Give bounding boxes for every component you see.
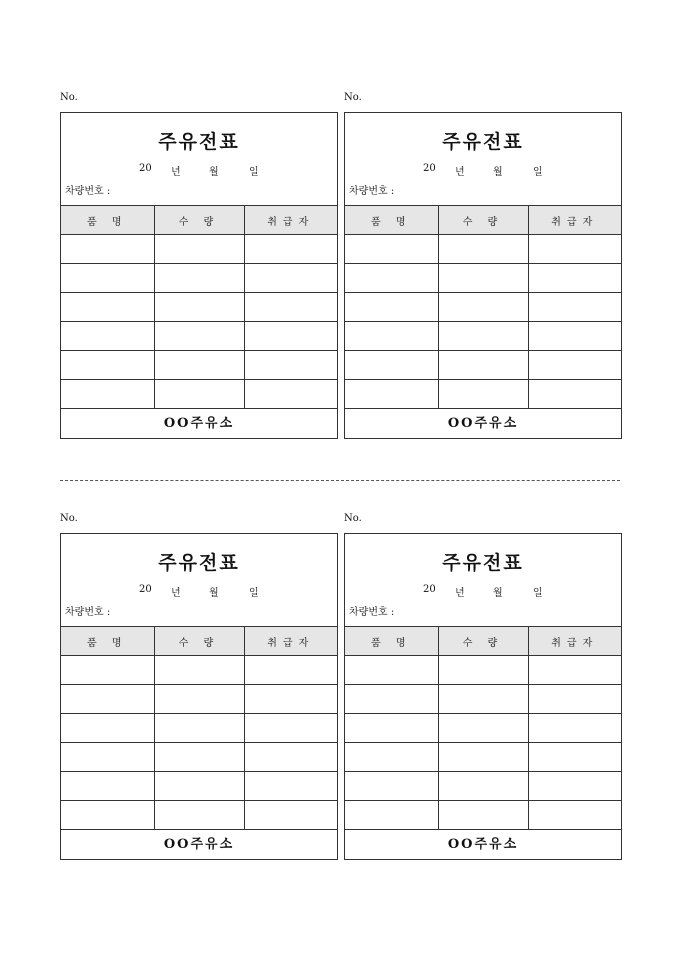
table-cell[interactable] [244,801,337,830]
table-cell[interactable] [438,322,528,351]
table-cell[interactable] [154,743,244,772]
date-month-unit: 월 [209,167,219,178]
table-cell[interactable] [61,380,154,409]
date-year-unit: 년 [455,588,465,599]
table-cell[interactable] [528,656,621,685]
table-cell[interactable] [438,293,528,322]
table-cell[interactable] [528,235,621,264]
table-row [345,801,621,830]
table-cell[interactable] [528,743,621,772]
slip-number-label: No. [344,92,362,103]
column-header-handler: 취급자 [528,627,621,656]
table-row [345,685,621,714]
table-cell[interactable] [61,235,154,264]
slip-number-label: No. [60,92,78,103]
fuel-slip [60,92,338,439]
table-cell[interactable] [61,656,154,685]
table-cell[interactable] [345,772,438,801]
slip-date [61,159,337,185]
table-cell[interactable] [528,772,621,801]
table-cell[interactable] [438,351,528,380]
date-year-unit: 년 [171,167,181,178]
table-row [345,351,621,380]
table-cell[interactable] [61,264,154,293]
table-cell[interactable] [244,656,337,685]
slip-box [60,112,338,439]
date-month-unit: 월 [209,588,219,599]
table-row [345,714,621,743]
table-cell[interactable] [61,685,154,714]
table-cell[interactable] [61,801,154,830]
column-header-item: 품 명 [61,627,154,656]
table-header-row [61,206,337,235]
column-header-quantity: 수 량 [438,206,528,235]
slip-footer-station: OO주유소 [61,829,337,859]
table-row [345,293,621,322]
slip-number-label: No. [60,513,78,524]
table-cell[interactable] [438,685,528,714]
slip-box [60,533,338,860]
table-cell[interactable] [154,380,244,409]
slip-title: 주유전표 [442,131,524,153]
table-cell[interactable] [528,322,621,351]
slip-date [61,580,337,606]
table-cell[interactable] [61,293,154,322]
table-cell[interactable] [345,264,438,293]
table-row [61,380,337,409]
column-header-handler: 취급자 [244,627,337,656]
date-day-unit: 일 [533,167,543,178]
table-row [61,351,337,380]
table-cell[interactable] [154,656,244,685]
slip-number-label: No. [344,513,362,524]
table-cell[interactable] [61,351,154,380]
table-cell[interactable] [528,351,621,380]
column-header-item: 품 명 [345,206,438,235]
table-cell[interactable] [345,801,438,830]
table-cell[interactable] [244,351,337,380]
table-cell[interactable] [345,714,438,743]
table-row [61,264,337,293]
table-cell[interactable] [345,380,438,409]
table-cell[interactable] [61,743,154,772]
table-cell[interactable] [345,235,438,264]
table-cell[interactable] [61,322,154,351]
car-number-label: 차량번호 : [349,607,395,618]
table-row [61,714,337,743]
table-cell[interactable] [438,235,528,264]
table-cell[interactable] [438,772,528,801]
table-row [345,772,621,801]
slip-title: 주유전표 [442,552,524,574]
car-number-label: 차량번호 : [349,186,395,197]
date-year-unit: 년 [171,588,181,599]
table-cell[interactable] [244,743,337,772]
slip-footer-station: OO주유소 [345,829,621,859]
table-cell[interactable] [528,801,621,830]
table-cell[interactable] [438,714,528,743]
table-cell[interactable] [438,801,528,830]
table-cell[interactable] [244,293,337,322]
table-header-row [345,206,621,235]
table-cell[interactable] [244,264,337,293]
table-row [61,801,337,830]
table-cell[interactable] [154,772,244,801]
table-cell[interactable] [154,264,244,293]
date-year-unit: 년 [455,167,465,178]
slip-table [345,205,621,408]
slip-date [345,159,621,185]
table-row [345,656,621,685]
column-header-handler: 취급자 [528,206,621,235]
date-day-unit: 일 [533,588,543,599]
date-day-unit: 일 [249,588,259,599]
table-cell[interactable] [244,685,337,714]
column-header-quantity: 수 량 [154,627,244,656]
table-cell[interactable] [345,685,438,714]
table-row [61,293,337,322]
slip-date [345,580,621,606]
date-month-unit: 월 [493,588,503,599]
table-cell[interactable] [244,772,337,801]
cut-line [60,480,620,481]
table-cell[interactable] [438,656,528,685]
slip-box [344,533,622,860]
table-cell[interactable] [154,235,244,264]
date-year-prefix: 20 [423,584,436,595]
table-row [61,772,337,801]
slip-table [61,205,337,408]
table-cell[interactable] [528,264,621,293]
slip-box [344,112,622,439]
table-cell[interactable] [154,714,244,743]
column-header-item: 품 명 [345,627,438,656]
table-cell[interactable] [438,264,528,293]
table-cell[interactable] [244,714,337,743]
column-header-quantity: 수 량 [154,206,244,235]
table-cell[interactable] [244,235,337,264]
table-cell[interactable] [528,714,621,743]
table-cell[interactable] [345,743,438,772]
table-row [61,235,337,264]
table-row [61,743,337,772]
slip-title: 주유전표 [158,131,240,153]
date-day-unit: 일 [249,167,259,178]
fuel-slip [344,513,622,860]
column-header-quantity: 수 량 [438,627,528,656]
slip-footer-station: OO주유소 [345,408,621,438]
fuel-slip [344,92,622,439]
table-cell[interactable] [61,714,154,743]
table-cell[interactable] [154,685,244,714]
table-row [345,743,621,772]
table-cell[interactable] [438,380,528,409]
table-row [345,380,621,409]
fuel-slip [60,513,338,860]
table-row [345,264,621,293]
table-cell[interactable] [528,685,621,714]
table-cell[interactable] [244,380,337,409]
table-cell[interactable] [438,743,528,772]
table-cell[interactable] [244,322,337,351]
table-cell[interactable] [154,322,244,351]
table-cell[interactable] [528,293,621,322]
table-cell[interactable] [154,351,244,380]
slip-table [345,626,621,829]
table-header-row [345,627,621,656]
table-cell[interactable] [345,322,438,351]
slip-title: 주유전표 [158,552,240,574]
table-cell[interactable] [345,293,438,322]
table-cell[interactable] [345,656,438,685]
date-year-prefix: 20 [423,163,436,174]
table-row [61,656,337,685]
column-header-item: 품 명 [61,206,154,235]
table-cell[interactable] [154,801,244,830]
date-year-prefix: 20 [139,584,152,595]
slip-footer-station: OO주유소 [61,408,337,438]
table-row [61,685,337,714]
car-number-label: 차량번호 : [65,186,111,197]
table-cell[interactable] [154,293,244,322]
table-row [345,322,621,351]
table-cell[interactable] [61,772,154,801]
date-month-unit: 월 [493,167,503,178]
date-year-prefix: 20 [139,163,152,174]
column-header-handler: 취급자 [244,206,337,235]
car-number-label: 차량번호 : [65,607,111,618]
table-cell[interactable] [345,351,438,380]
slip-table [61,626,337,829]
table-row [345,235,621,264]
table-row [61,322,337,351]
table-header-row [61,627,337,656]
table-cell[interactable] [528,380,621,409]
